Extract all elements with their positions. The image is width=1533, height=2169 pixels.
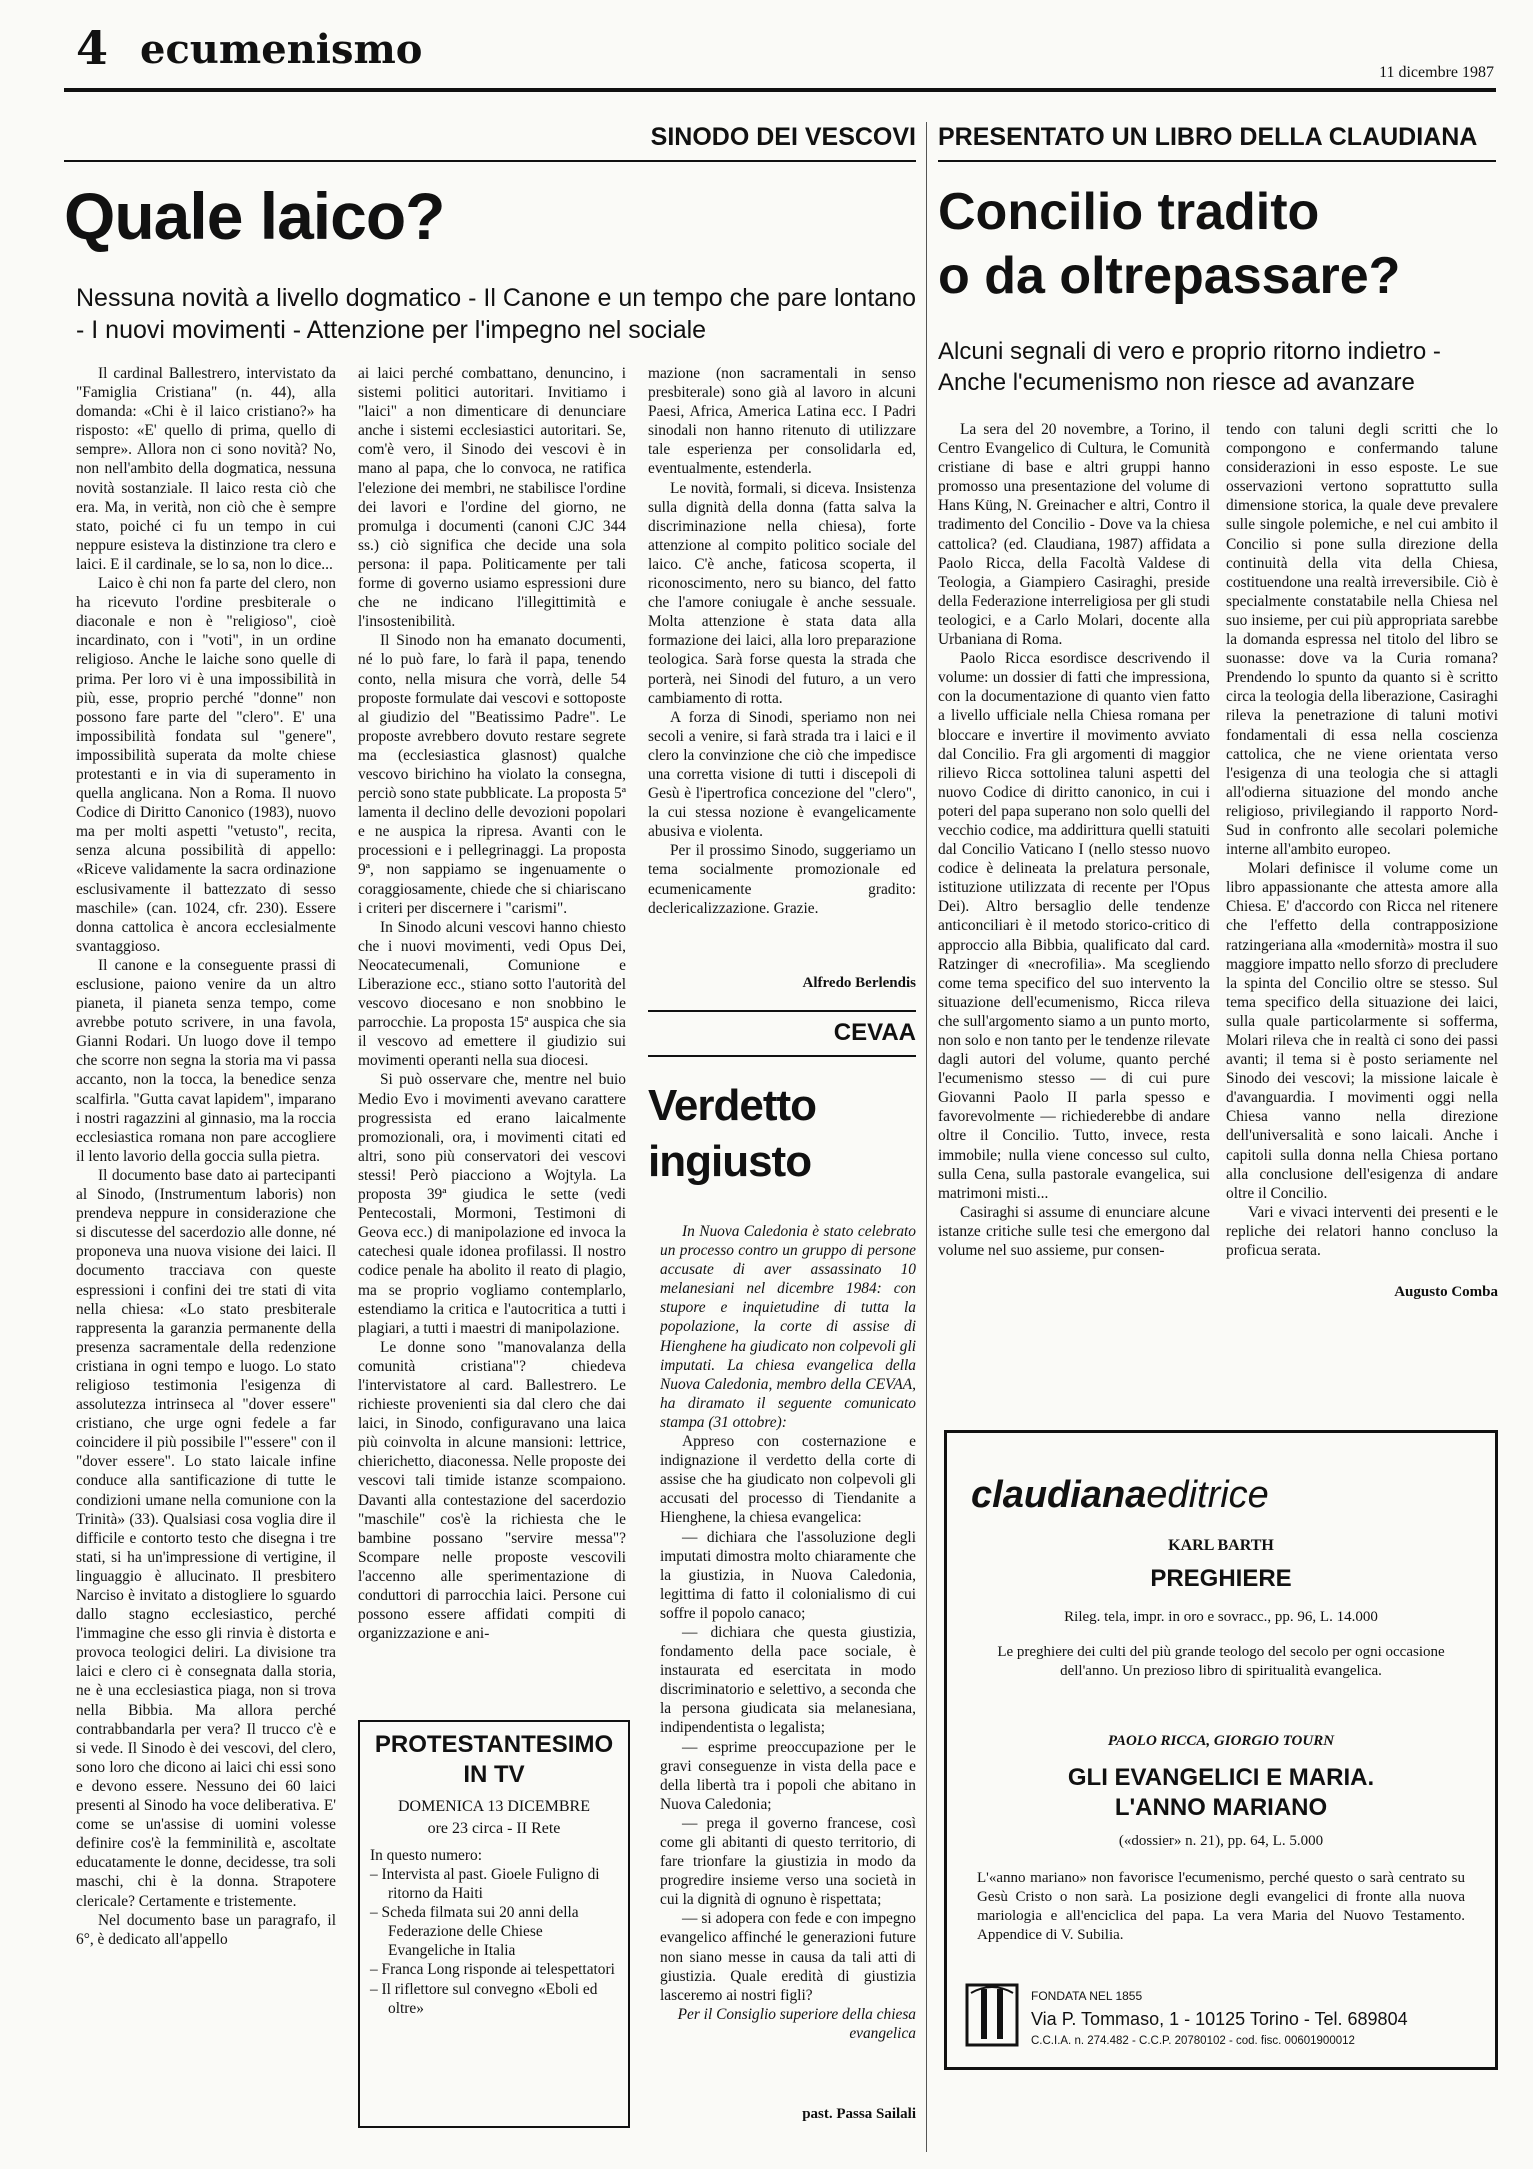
paragraph: tendo con taluni degli scritti che lo compongono e confermando talune considerazioni in esso esposte. Le sue osservazioni vertono soprattutto sulla dimensione storica, la quale deve prevalere sulle singole polemiche, e nel cui ambito il Concilio si pone sulla direzione della continuità della vita della Chiesa, costituendone una realtà irreversibile. Ciò è specialmente constatabile nella Chiesa nel suo insieme, per cui più appropriata sarebbe la domanda espressa nel titolo del libro se suonasse: dove va la Curia romana? Prendendo lo spunto da quanto si è scritto circa la teologia della liberazione, Casiraghi rileva la penetrazione di taluni motivi fondamentali di essa nella coscienza cattolica, che ne viene orientata verso l'esigenza di una teologia che si attagli all'odierna situazione del mondo anche religioso, privilegiando il rapporto Nord-Sud in confronto alle secolari polemiche interne all'ambito europeo. bbox=[1226, 421, 1498, 859]
tv-box-list bbox=[370, 1865, 618, 2018]
page-number: 4 bbox=[76, 21, 109, 75]
ad-book1-author: KARL BARTH bbox=[1168, 1537, 1274, 1554]
paragraph: Per il prossimo Sinodo, suggeriamo un tema socialmente promozionale ed ecumenicamente gradito: declericalizzazione. Grazie. bbox=[648, 842, 916, 917]
issue-date: 11 dicembre 1987 bbox=[1379, 64, 1494, 81]
paragraph: La sera del 20 novembre, a Torino, il Centro Evangelico di Cultura, le Comunità cristiane di base e altri gruppi hanno promosso una presentazione del volume di Hans Küng, N. Greinacher e altri, Contro il tradimento del Concilio - Dove va la chiesa cattolica? (ed. Claudiana, 1987) affidata a Paolo Ricca, della Facoltà Valdese di Teologia, a Giampiero Casiraghi, preside della Federazione interreligiosa per gli studi teologici, e a Carlo Molari, docente alla Urbaniana di Roma. bbox=[938, 421, 1210, 649]
left-article-column-2 bbox=[358, 364, 626, 1704]
cevaa-headline: Verdetto ingiusto bbox=[648, 1081, 817, 1186]
paragraph: Molari definisce il volume come un libro appassionante che attesta amore alla Chiesa. E' d'accordo con Ricca nel ritenere che l'effetto della contrapposizione ratzingeriana alla «modernità» mostra il suo maggiore impatto nello sforzo di precludere la spinta del Concilio oltre se stesso. Sul tema specifico della situazione dei laici, sulla quale particolarmente si sofferma, Molari rileva che in realtà ci sono dei passi avanti; il tema si è posto seriamente nel Sinodo dei vescovi; la missione laicale è d'avanguardia. I movimenti oggi nella Chiesa vanno nella direzione dell'universalità e sono laicali. Anche i capitoli sulla donna nella Chiesa portano alla conclusione dell'esigenza di andare oltre il Concilio. bbox=[1226, 860, 1498, 1202]
paragraph: Il Sinodo non ha emanato documenti, né lo può fare, lo farà il papa, tenendo conto, nella misura che vorrà, delle 54 proposte formulate dai vescovi e sottoposte al giudizio del "Beatissimo Padre". Le proposte avrebbero dovuto restare segrete ma (ecclesiastica glasnost) qualche vescovo birichino ha violato la consegna, perciò sono state pubblicate. La proposta 5ª lamenta il declino delle devozioni popolari e ne auspica la ripresa. Avanti con le processioni e i pellegrinaggi. La proposta 9ª, non sappiamo se ingenuamente o coraggiosamente, chiede che si chiariscano i criteri per discernere i "carismi". bbox=[358, 632, 626, 917]
right-subheadline: Alcuni segnali di vero e proprio ritorno indietro - Anche l'ecumenismo non riesce ad avanzare bbox=[938, 338, 1441, 396]
tv-box-date: DOMENICA 13 DICEMBRE bbox=[397, 1798, 590, 1815]
ad-book2-title: GLI EVANGELICI E MARIA. L'ANNO MARIANO bbox=[1067, 1764, 1375, 1821]
right-author: Augusto Comba bbox=[1394, 1284, 1498, 1300]
paragraph: Il cardinal Ballestrero, intervistato da "Famiglia Cristiana" (n. 44), alla domanda: «Chi è il laico cristiano?» ha risposto: «E' quello di prima, quello di sempre». Allora non ci sono novità? No, non nell'ambito della dogmatica, nessuna novità sostanziale. Il laico resta ciò che era. Ma, in verità, non ciò che è sempre stato, poiché ci fu un tempo in cui neppure esisteva la distinzione tra clero e laici. E il cardinale, se lo sa, non lo dice... bbox=[76, 365, 336, 573]
paragraph: Il documento base dato ai partecipanti al Sinodo, (Instrumentum laboris) non prendeva neppure in considerazione che si discutesse del sacerdozio alle donne, né proponeva una nuova visione dei laici. Il documento tracciava con queste espressioni i confini dei tre stati di vita nella chiesa: «Lo stato presbiterale rappresenta la garanzia permanente della presenza sacramentale della redenzione cristiana in ogni tempo e luogo. Lo stato religioso testimonia l'esigenza di assolutezza intrinseca al "dover essere" cristiano, che urge ogni fedele a far coincidere il più possibile l'"essere" con il "dover essere". Lo stato laicale infine conduce alla santificazione di tutte le condizioni umane nella comunione con la Trinità» (33). Qualsiasi cosa voglia dire il difficile e contorto testo che disegna i tre stati, si ha un'impressione di vertigine, il linguaggio è allucinato. Il presbitero Narciso è invitato a distogliere lo sguardo dallo stagno ecclesiastico, perché l'immagine che esso gli rinvia è distorta e provoca teologici deliri. La divisione tra laici e clero ci è consegnata dalla storia, ne è una ecclesiastica piaga, non si trova nella Bibbia. Ma allora perché contrabbandarla per vera? Il trucco c'è e si vede. Il Sinodo è dei vescovi, del clero, sono loro che dicono ai laici chi essi sono e devono essere. Nessuno dei 60 laici presenti al Sinodo ha voce deliberativa. E' come se un'assise di uomini volesse definire cos'è la femminilità e, ascoltate educatamente le donne, decidesse, tra soli maschi, chi è la donna. Strapotere clericale? Certamente e tristemente. bbox=[76, 1166, 336, 1910]
right-kicker: PRESENTATO UN LIBRO DELLA CLAUDIANA bbox=[938, 123, 1478, 151]
paragraph: ai laici perché combattano, denuncino, i sistemi politici autoritari. Invitiamo i "laici" a non dimenticare di denunciare anche i sistemi ecclesiastici autoritari. Se, com'è vero, il Sinodo dei vescovi è in mano al papa, che lo convoca, ne ratifica l'elezione dei membri, ne stabilisce l'ordine dei lavori e l'ordine del giorno, ne promulga i documenti (canoni CJC 344 ss.) ciò significa che decide una sola persona: il papa. Politicamente per tali forme di governo usiamo espressioni dure che ne indicano l'illegittimità e l'insostenibilità. bbox=[358, 365, 626, 631]
list-item: – Il riflettore sul convegno «Eboli ed oltre» bbox=[370, 1980, 598, 2017]
right-kicker-rule bbox=[938, 160, 1496, 162]
list-item: — dichiara che l'assoluzione degli imputati dimostra molto chiaramente che la giustizia, in Nuova Caledonia, legittima di fatto il colonialismo di cui soffre il popolo canaco; bbox=[660, 1528, 916, 1622]
ad-codes: C.C.I.A. n. 274.482 - C.C.P. 20780102 - cod. fisc. 00601900012 bbox=[1031, 2035, 1355, 2047]
right-article-column-2 bbox=[1226, 420, 1498, 1280]
list-item: — esprime preoccupazione per le gravi conseguenze in vista della pace e della libertà tra i popoli che abitano in Nuova Caledonia; bbox=[660, 1738, 916, 1813]
list-item: — prega il governo francese, così come gli abitanti di questo territorio, di fare trionfare la giustizia in modo da progredire insieme verso una società in cui la dignità di ognuno è rispettata; bbox=[660, 1814, 916, 1909]
list-item: – Intervista al past. Gioele Fuligno di ritorno da Haiti bbox=[370, 1866, 600, 1903]
paragraph: In Sinodo alcuni vescovi hanno chiesto che i nuovi movimenti, vedi Opus Dei, Neocatecumenali, Comunione e Liberazione ecc., stiano sotto l'autorità del vescovo diocesano e non snobbino le parrocchie. La proposta 15ª auspica che sia il vescovo ad emettere il giudizio sui movimenti operanti nella sua diocesi. bbox=[358, 918, 626, 1070]
ad-book1-description: Le preghiere dei culti del più grande teologo del secolo per ogni occasione dell'anno. Un prezioso libro di spiritualità evangelica. bbox=[997, 1644, 1445, 1679]
ad-brand: claudianaeditrice bbox=[971, 1474, 1269, 1516]
cevaa-signoff: Per il Consiglio superiore della chiesa evangelica bbox=[677, 2005, 916, 2042]
left-article-column-3 bbox=[648, 364, 916, 984]
page-header bbox=[76, 18, 1496, 88]
left-headline: Quale laico? bbox=[64, 179, 445, 253]
list-item: — si adopera con fede e con impegno evangelico affinché le generazioni future non siano messe in causa da tali atti di giustizia. Quale eredità di giustizia lasceremo ai nostri figli? bbox=[660, 1910, 916, 2004]
claudiana-ad bbox=[944, 1430, 1498, 2070]
header-rule bbox=[64, 88, 1496, 92]
tv-program-box bbox=[358, 1720, 630, 2128]
paragraph: Le novità, formali, si diceva. Insistenza sulla dignità della donna (fatta salva la discriminazione nella chiesa), forte attenzione al compito politico sociale del laico. C'è anche, faticosa scoperta, il riconoscimento, nero su bianco, del fatto che l'amore coniugale è anche sessuale. Molta attenzione è stata data alla formazione dei laici, alla loro preparazione teologica. Sarà forse questa la strada che porterà, nei Sinodi del futuro, a un vero cambiamento di rotta. bbox=[648, 479, 916, 707]
paragraph: A forza di Sinodi, speriamo non nei secoli a venire, si farà strada tra i laici e il clero la convinzione che ciò che impedisce una corretta visione di tutti i discepoli di Gesù è l'ipertrofica concezione del "clero", la cui stessa nozione è evangelicamente abusiva e violenta. bbox=[648, 708, 916, 841]
ad-book2-description: L'«anno mariano» non favorisce l'ecumenismo, perché questo o sarà centrato su Gesù Cristo o non sarà. La posizione degli evangelici di fronte alla nuova mariologia e all'enciclica del papa. La vera Maria del Nuovo Testamento. Appendice di V. Subilia. bbox=[977, 1870, 1465, 1943]
ad-address: Via P. Tommaso, 1 - 10125 Torino - Tel. 689804 bbox=[1031, 2009, 1408, 2029]
publisher-logo-icon bbox=[965, 1983, 1019, 2047]
left-article-column-1 bbox=[76, 364, 336, 2154]
list-item: – Franca Long risponde ai telespettatori bbox=[370, 1961, 615, 1979]
paragraph: Vari e vivaci interventi dei presenti e le repliche dei relatori hanno concluso la proficua serata. bbox=[1226, 1203, 1498, 1260]
tv-box-title: PROTESTANTESIMO IN TV bbox=[374, 1731, 614, 1788]
list-item: — dichiara che questa giustizia, fondamento della pace sociale, è instaurata ed esercitata in modo discriminatorio e selettivo, a seconda che la persona giudicata sia melanesiana, indipendentista o legalista; bbox=[660, 1623, 916, 1737]
paragraph: Casiraghi si assume di enunciare alcune istanze critiche sulle tesi che emergono dal volume nel suo assieme, pur consen- bbox=[938, 1203, 1210, 1260]
paragraph: Nel documento base un paragrafo, il 6°, è dedicato all'appello bbox=[76, 1911, 336, 1948]
cevaa-kicker-rule bbox=[648, 1055, 916, 1057]
ad-book2-authors: PAOLO RICCA, GIORGIO TOURN bbox=[1107, 1733, 1335, 1749]
section-title: ecumenismo bbox=[140, 26, 423, 73]
cevaa-author: past. Passa Sailali bbox=[802, 2106, 916, 2122]
right-headline: Concilio tradito o da oltrepassare? bbox=[938, 183, 1401, 305]
paragraph: Il canone e la conseguente prassi di esclusione, paiono venire da un altro pianeta, il pianeta senza tempo, come avrebbe potuto scrivere, in una favola, Gianni Rodari. Un luogo dove il tempo che scorre non segna la storia ma vi passa accanto, non la tocca, la benedice senza scalfirla. "Gutta cavat lapidem", imparano i nostri ragazzini al ginnasio, ma la roccia ecclesiastica romana non pare accogliere il lento lavorio della goccia sulla pietra. bbox=[76, 956, 336, 1165]
ad-founded: FONDATA NEL 1855 bbox=[1031, 1989, 1143, 2003]
cevaa-body bbox=[660, 1222, 916, 2102]
tv-box-time: ore 23 circa - II Rete bbox=[427, 1820, 561, 1837]
paragraph: Paolo Ricca esordisce descrivendo il volume: un dossier di fatti che impressiona, con la documentazione di quanto vien fatto a livello ufficiale nella Chiesa romana per bloccare e invertire il movimento avviato dal Concilio. Fra gli argomenti di maggior rilievo Ricca sottolinea taluni aspetti del nuovo Codice di diritto canonico, in cui i poteri del papa superano non solo quelli del vecchio codice, ma addirittura quelli statuiti dal Concilio Vaticano I (nello stesso nuovo codice è delineata la prelatura personale, istituzione utilizzata di recente per l'Opus Dei). Altro bersaglio delle tendenze anticonciliari è il metodo storico-critico di approccio alla Bibbia, qualificato dal card. Ratzinger di «necrofilia». Ma scegliendo come tema specifico del suo intervento la situazione dell'ecumenismo, Ricca rileva che sull'argomento siamo a un punto morto, non solo e non tanto per le tendenze rilevate dagli autori del volume, quanto perché l'ecumenismo stesso — di cui pure Giovanni Paolo II parla spesso e favorevolmente — richiederebbe di andare oltre il Concilio. Tutto, invece, resta immobile; nulla viene concesso sul culto, sulla Cena, sulla pastorale evangelica, sui matrimoni misti... bbox=[938, 650, 1210, 1202]
cevaa-kicker: CEVAA bbox=[833, 1019, 916, 1046]
paragraph: mazione (non sacramentali in senso presbiterale) sono già al lavoro in alcuni Paesi, Africa, America Latina ecc. I Padri sinodali non hanno ritenuto di utilizzare tale esperienza per consolidarla ed, eventualmente, estenderla. bbox=[648, 365, 916, 478]
ad-book2-details: («dossier» n. 21), pp. 64, L. 5.000 bbox=[1118, 1833, 1324, 1849]
left-author: Alfredo Berlendis bbox=[802, 975, 916, 991]
left-subheadline: Nessuna novità a livello dogmatico - Il Canone e un tempo che pare lontano - I nuovi movimenti - Attenzione per l'impegno nel sociale bbox=[76, 284, 916, 344]
column-divider bbox=[926, 122, 927, 2152]
left-kicker-rule bbox=[64, 160, 916, 162]
ad-book1-title: PREGHIERE bbox=[1150, 1565, 1292, 1592]
paragraph: Appreso con costernazione e indignazione il verdetto della corte di assise che ha giudicato non colpevoli gli accusati del processo di Tiendanite a Hienghene, la chiesa evangelica: bbox=[660, 1433, 916, 1527]
ad-book1-details: Rileg. tela, impr. in oro e sovracc., pp. 96, L. 14.000 bbox=[1064, 1609, 1378, 1625]
paragraph: Le donne sono "manovalanza della comunità cristiana"? chiedeva l'intervistatore al card. Ballestrero. Le richieste provenienti sia dal clero che dai laici, in Sinodo, configuravano una laica più coinvolta in alcune mansioni: lettrice, chierichetto, diaconessa. Nelle proposte dei vescovi tali timide istanze scompaiono. Davanti alla contestazione del sacerdozio "maschile" cos'è la richiesta che le bambine possano "servire messa"? Scompare nelle proposte vescovili l'accenno alle sperimentazione di conduttori di parrocchia laici. Persone cui possono essere affidati compiti di organizzazione e ani- bbox=[358, 1338, 626, 1643]
list-item: – Scheda filmata sui 20 anni della Federazione delle Chiese Evangeliche in Italia bbox=[370, 1904, 579, 1960]
cevaa-lead: In Nuova Caledonia è stato celebrato un processo contro un gruppo di persone accusate di aver assassinato 10 melanesiani nel dicembre 1984: con stupore e inquietudine di tutta la popolazione, la corte di assise di Hienghene ha giudicato non colpevoli gli imputati. La chiesa evangelica della Nuova Caledonia, membro della CEVAA, ha diramato il seguente comunicato stampa (31 ottobre): bbox=[660, 1223, 916, 1431]
paragraph: Si può osservare che, mentre nel buio Medio Evo i movimenti avevano carattere progressista ed erano laicalmente promozionali, ora, i movimenti citati ed altri, sono più conservatori dei vescovi stessi! Però piacciono a Wojtyla. La proposta 39ª giudica le sette (vedi Pentecostali, Mormoni, Testimoni di Geova ecc.) di manipolazione ed invoca la catechesi quale idonea profilassi. Il nostro codice penale ha abolito il reato di plagio, ma se proprio vogliamo contemplarlo, estendiamo la critica e l'autocritica a tutti i plagiari, a tutti i maestri di manipolazione. bbox=[358, 1071, 626, 1337]
right-article-column-1 bbox=[938, 420, 1210, 1318]
paragraph: Laico è chi non fa parte del clero, non ha ricevuto l'ordine presbiterale o diaconale e non è "religioso", cioè incardinato, con i "voti", in un ordine religioso. Anche le laiche sono quelle di prima. Per loro vi è una impossibilità in più, esse, proprio perché "donne" non possono fare parte del "clero". E' una impossibilità fondata sul "genere", impossibilità superata da molte chiese protestanti e in via di superamento in quella anglicana. Non a Roma. Il nuovo Codice di Diritto Canonico (1983), nuovo ma per molti aspetti "vetusto", recita, senza alcuna possibilità di appello: «Riceve validamente la sacra ordinazione esclusivamente il battezzato di sesso maschile» (can. 1024, cfr. 230). Essere donna cattolica è ancora ecclesialmente svantaggioso. bbox=[76, 575, 336, 955]
left-kicker: SINODO DEI VESCOVI bbox=[650, 123, 916, 151]
cevaa-top-rule bbox=[648, 1010, 916, 1012]
tv-box-intro: In questo numero: bbox=[370, 1847, 482, 1864]
